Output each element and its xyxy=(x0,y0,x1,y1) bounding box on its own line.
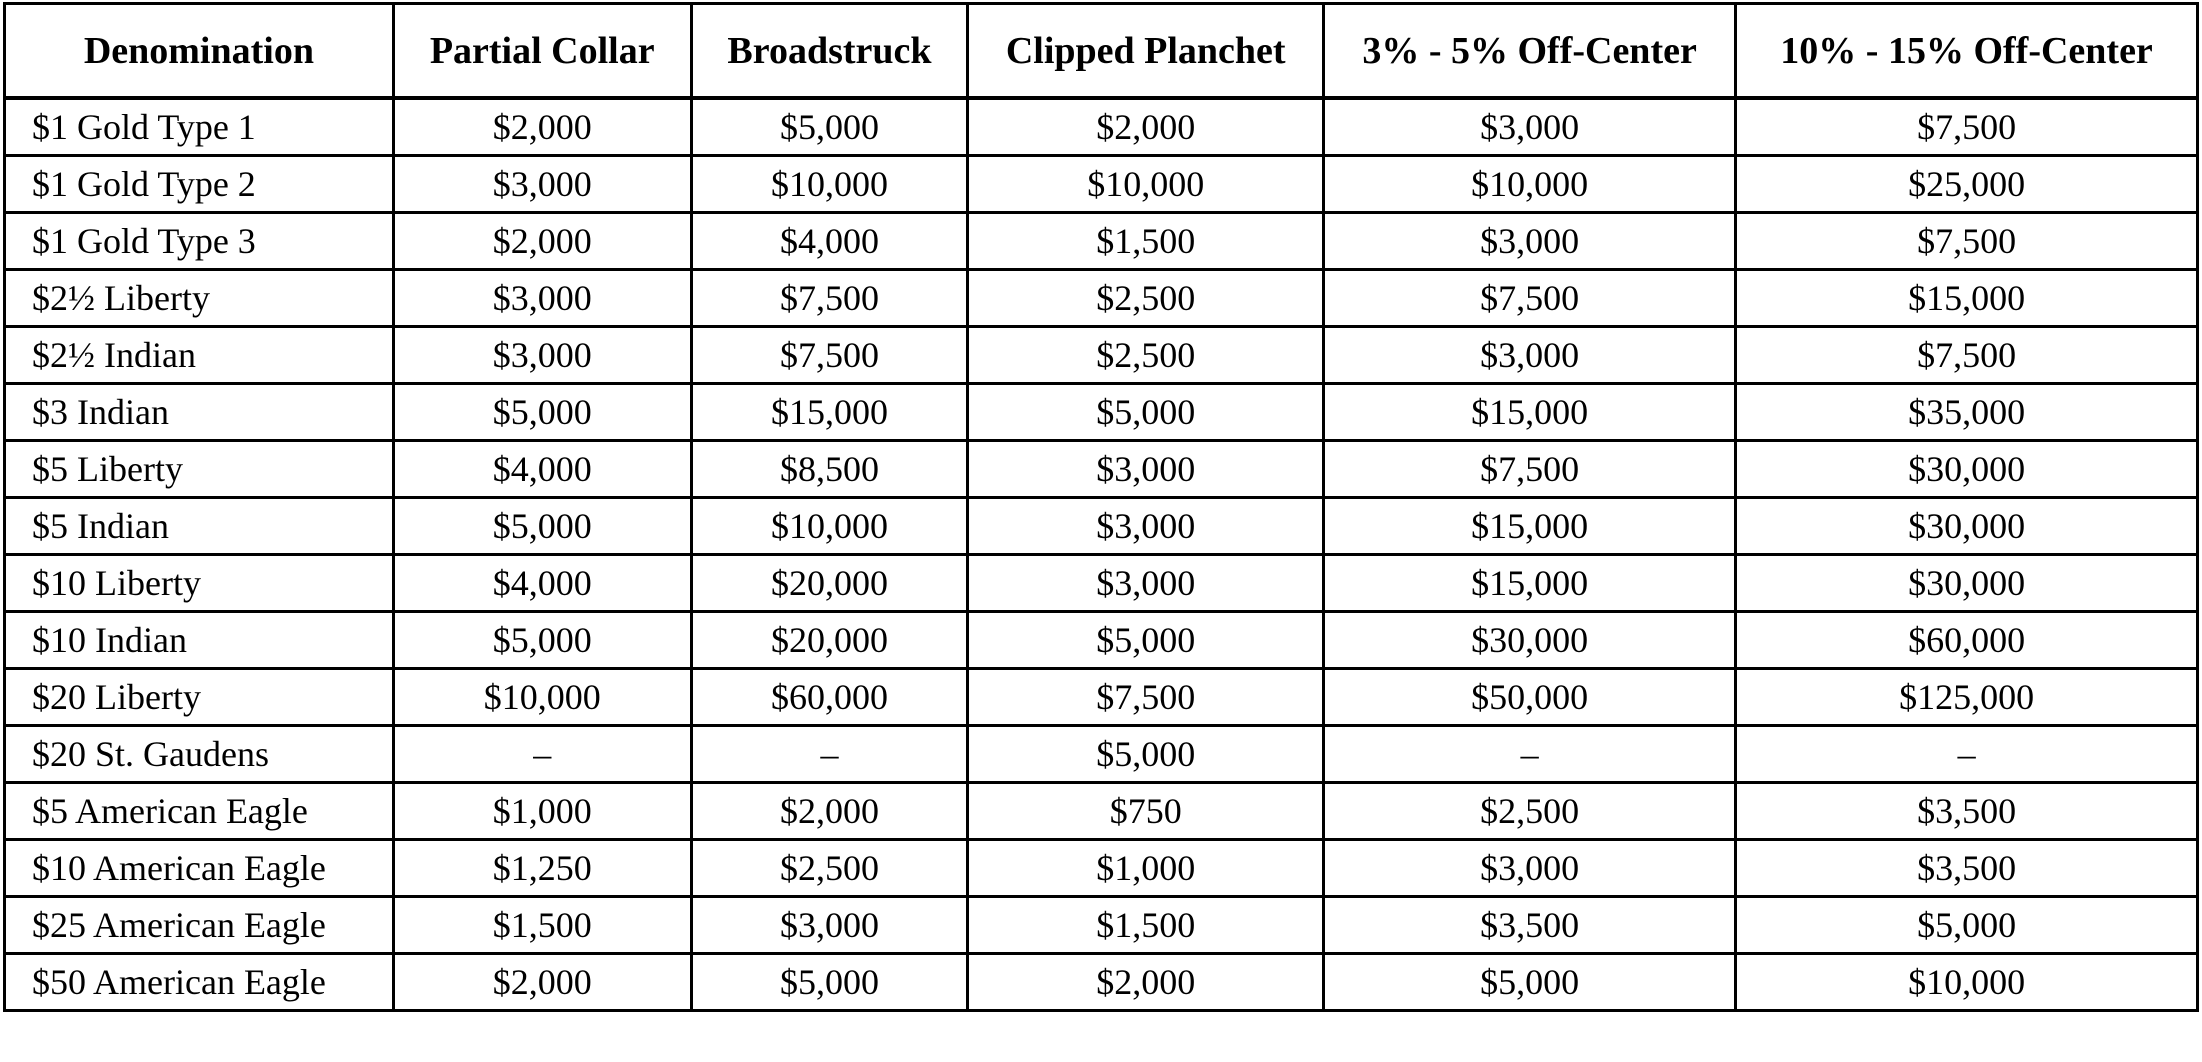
value-cell: $3,000 xyxy=(1324,326,1736,383)
value-cell: $30,000 xyxy=(1736,440,2198,497)
header-10-15-off-center: 10% - 15% Off-Center xyxy=(1736,4,2198,99)
value-cell: $3,000 xyxy=(393,155,691,212)
header-row xyxy=(5,4,2198,99)
value-cell: $15,000 xyxy=(1324,497,1736,554)
value-cell: $3,000 xyxy=(968,554,1324,611)
value-cell: $15,000 xyxy=(691,383,968,440)
table-row xyxy=(5,383,2198,440)
denomination-cell: $3 Indian xyxy=(5,383,394,440)
coin-error-price-table xyxy=(3,2,2199,1012)
value-cell: $50,000 xyxy=(1324,668,1736,725)
value-cell: – xyxy=(1324,725,1736,782)
value-cell: $1,500 xyxy=(393,896,691,953)
table-row xyxy=(5,155,2198,212)
value-cell: $5,000 xyxy=(968,725,1324,782)
value-cell: $20,000 xyxy=(691,611,968,668)
value-cell: $15,000 xyxy=(1736,269,2198,326)
value-cell: $2,000 xyxy=(968,98,1324,155)
denomination-cell: $2½ Indian xyxy=(5,326,394,383)
value-cell: $5,000 xyxy=(691,953,968,1010)
value-cell: $10,000 xyxy=(691,155,968,212)
value-cell: $2,000 xyxy=(393,212,691,269)
table-row xyxy=(5,212,2198,269)
value-cell: $7,500 xyxy=(1736,212,2198,269)
value-cell: – xyxy=(1736,725,2198,782)
denomination-cell: $5 Liberty xyxy=(5,440,394,497)
table-row xyxy=(5,782,2198,839)
value-cell: $125,000 xyxy=(1736,668,2198,725)
value-cell: $1,500 xyxy=(968,212,1324,269)
value-cell: $1,250 xyxy=(393,839,691,896)
denomination-cell: $5 Indian xyxy=(5,497,394,554)
value-cell: $60,000 xyxy=(1736,611,2198,668)
denomination-cell: $20 St. Gaudens xyxy=(5,725,394,782)
header-denomination: Denomination xyxy=(5,4,394,99)
value-cell: $4,000 xyxy=(393,554,691,611)
table-row xyxy=(5,497,2198,554)
header-clipped-planchet: Clipped Planchet xyxy=(968,4,1324,99)
value-cell: $10,000 xyxy=(968,155,1324,212)
table-row xyxy=(5,326,2198,383)
value-cell: – xyxy=(691,725,968,782)
denomination-cell: $1 Gold Type 3 xyxy=(5,212,394,269)
value-cell: $3,000 xyxy=(1324,839,1736,896)
denomination-cell: $50 American Eagle xyxy=(5,953,394,1010)
value-cell: $30,000 xyxy=(1736,554,2198,611)
denomination-cell: $20 Liberty xyxy=(5,668,394,725)
value-cell: $2,000 xyxy=(968,953,1324,1010)
value-cell: $2,000 xyxy=(393,98,691,155)
value-cell: $25,000 xyxy=(1736,155,2198,212)
value-cell: $60,000 xyxy=(691,668,968,725)
value-cell: $3,500 xyxy=(1736,839,2198,896)
value-cell: $7,500 xyxy=(691,326,968,383)
denomination-cell: $10 Indian xyxy=(5,611,394,668)
denomination-cell: $5 American Eagle xyxy=(5,782,394,839)
value-cell: $30,000 xyxy=(1324,611,1736,668)
value-cell: $5,000 xyxy=(393,497,691,554)
table-row xyxy=(5,668,2198,725)
table-row xyxy=(5,611,2198,668)
value-cell: $2,500 xyxy=(968,269,1324,326)
value-cell: $10,000 xyxy=(1736,953,2198,1010)
table-row xyxy=(5,725,2198,782)
value-cell: $4,000 xyxy=(691,212,968,269)
value-cell: $3,000 xyxy=(968,440,1324,497)
value-cell: $1,000 xyxy=(393,782,691,839)
header-broadstruck: Broadstruck xyxy=(691,4,968,99)
value-cell: $3,500 xyxy=(1324,896,1736,953)
value-cell: – xyxy=(393,725,691,782)
denomination-cell: $1 Gold Type 1 xyxy=(5,98,394,155)
table-body xyxy=(5,98,2198,1010)
value-cell: $2,000 xyxy=(691,782,968,839)
value-cell: $7,500 xyxy=(691,269,968,326)
value-cell: $2,000 xyxy=(393,953,691,1010)
table-row xyxy=(5,839,2198,896)
value-cell: $5,000 xyxy=(691,98,968,155)
value-cell: $4,000 xyxy=(393,440,691,497)
denomination-cell: $10 Liberty xyxy=(5,554,394,611)
table-row xyxy=(5,440,2198,497)
value-cell: $3,000 xyxy=(393,326,691,383)
value-cell: $10,000 xyxy=(691,497,968,554)
value-cell: $15,000 xyxy=(1324,554,1736,611)
value-cell: $3,500 xyxy=(1736,782,2198,839)
value-cell: $10,000 xyxy=(1324,155,1736,212)
value-cell: $15,000 xyxy=(1324,383,1736,440)
value-cell: $10,000 xyxy=(393,668,691,725)
value-cell: $7,500 xyxy=(968,668,1324,725)
value-cell: $35,000 xyxy=(1736,383,2198,440)
value-cell: $2,500 xyxy=(1324,782,1736,839)
value-cell: $5,000 xyxy=(393,383,691,440)
value-cell: $2,500 xyxy=(968,326,1324,383)
value-cell: $7,500 xyxy=(1736,98,2198,155)
value-cell: $7,500 xyxy=(1736,326,2198,383)
value-cell: $3,000 xyxy=(1324,98,1736,155)
table-row xyxy=(5,98,2198,155)
denomination-cell: $25 American Eagle xyxy=(5,896,394,953)
value-cell: $30,000 xyxy=(1736,497,2198,554)
value-cell: $2,500 xyxy=(691,839,968,896)
table-row xyxy=(5,896,2198,953)
header-partial-collar: Partial Collar xyxy=(393,4,691,99)
value-cell: $20,000 xyxy=(691,554,968,611)
denomination-cell: $10 American Eagle xyxy=(5,839,394,896)
value-cell: $5,000 xyxy=(968,611,1324,668)
value-cell: $3,000 xyxy=(1324,212,1736,269)
table-row xyxy=(5,554,2198,611)
value-cell: $3,000 xyxy=(968,497,1324,554)
value-cell: $750 xyxy=(968,782,1324,839)
value-cell: $5,000 xyxy=(968,383,1324,440)
value-cell: $7,500 xyxy=(1324,269,1736,326)
value-cell: $1,000 xyxy=(968,839,1324,896)
value-cell: $8,500 xyxy=(691,440,968,497)
table-row xyxy=(5,953,2198,1010)
value-cell: $5,000 xyxy=(393,611,691,668)
value-cell: $3,000 xyxy=(691,896,968,953)
value-cell: $5,000 xyxy=(1736,896,2198,953)
denomination-cell: $1 Gold Type 2 xyxy=(5,155,394,212)
value-cell: $5,000 xyxy=(1324,953,1736,1010)
table-row xyxy=(5,269,2198,326)
value-cell: $7,500 xyxy=(1324,440,1736,497)
table-header xyxy=(5,4,2198,99)
denomination-cell: $2½ Liberty xyxy=(5,269,394,326)
header-3-5-off-center: 3% - 5% Off-Center xyxy=(1324,4,1736,99)
value-cell: $1,500 xyxy=(968,896,1324,953)
value-cell: $3,000 xyxy=(393,269,691,326)
